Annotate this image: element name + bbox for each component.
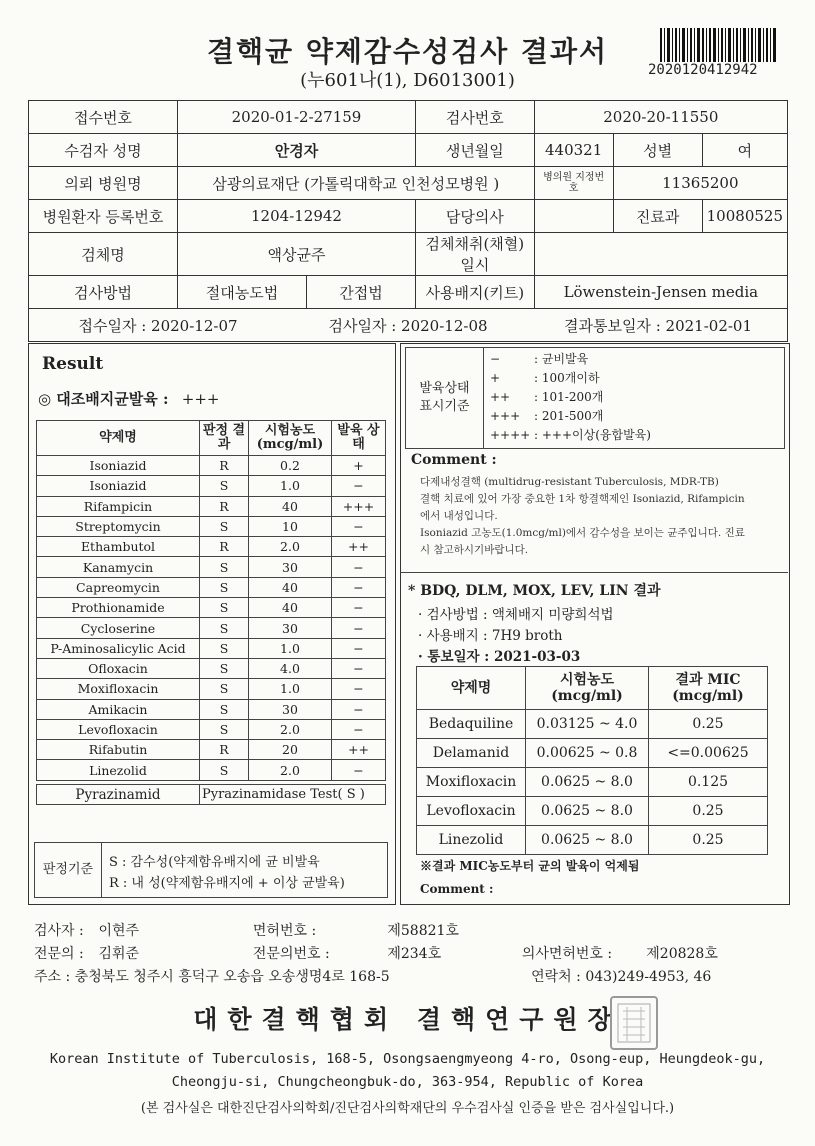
receipt-date-label: 접수일자 : xyxy=(78,316,147,335)
drug-cell-judge: S xyxy=(200,760,249,780)
mic-cell-conc: 0.00625 ~ 0.8 xyxy=(526,739,649,768)
medium-value: Löwenstein-Jensen media xyxy=(534,276,787,309)
drug-cell-drug: Isoniazid xyxy=(37,456,200,476)
mic-cell-mic: 0.25 xyxy=(649,797,768,826)
drug-cell-conc: 40 xyxy=(249,577,332,597)
hospital-id-label: 병의원 지정번호 xyxy=(534,167,613,200)
table-row xyxy=(37,537,386,557)
table-row xyxy=(417,710,768,739)
receipt-no-label: 접수번호 xyxy=(29,101,178,134)
control-label: ◎ 대조배지균발육 : xyxy=(38,390,169,408)
doc-license-no: 제20828호 xyxy=(646,946,718,962)
drug-cell-judge: S xyxy=(200,577,249,597)
criteria-s: S : 감수성(약제함유배지에 균 비발육 xyxy=(109,855,320,870)
drug-cell-conc: 1.0 xyxy=(249,476,332,496)
legend-item xyxy=(490,426,651,445)
drug-cell-drug: Ofloxacin xyxy=(37,658,200,678)
legend-symbol: ++++ xyxy=(490,428,531,442)
drug-cell-growth: − xyxy=(332,516,386,536)
dept-label: 진료과 xyxy=(613,200,702,233)
comment-line-5: 시 참고하시기바랍니다. xyxy=(420,544,529,556)
table-row xyxy=(37,760,386,780)
drug-cell-growth: − xyxy=(332,760,386,780)
spec-no: 제234호 xyxy=(387,946,442,962)
comment-line-4: Isoniazid 고농도(1.0mcg/ml)에서 감수성을 보이는 균주입니다. 진료 xyxy=(420,527,745,539)
mic-title: * BDQ, DLM, MOX, LEV, LIN 결과 xyxy=(408,583,661,599)
criteria-r: R : 내 성(약제함유배지에 + 이상 균발육) xyxy=(109,876,345,891)
drug-cell-judge: S xyxy=(200,557,249,577)
drug-cell-growth: − xyxy=(332,699,386,719)
drug-cell-drug: P-Aminosalicylic Acid xyxy=(37,638,200,658)
legend-label: 발육상태 표시기준 xyxy=(406,348,484,448)
drug-cell-conc: 30 xyxy=(249,699,332,719)
col-conc: 시험농도 (mcg/ml) xyxy=(249,421,332,456)
drug-cell-growth: − xyxy=(332,598,386,618)
result-title: Result xyxy=(42,354,104,374)
drug-cell-growth: +++ xyxy=(332,496,386,516)
mic-cell-drug: Levofloxacin xyxy=(417,797,526,826)
examiner-name: 이현주 xyxy=(98,923,140,939)
drug-cell-drug: Levofloxacin xyxy=(37,719,200,739)
patient-info-table xyxy=(28,100,788,342)
comment-line-1: 다제내성결핵 (multidrug-resistant Tuberculosis, MDR-TB) xyxy=(420,476,719,488)
comment-title: Comment : xyxy=(411,452,497,468)
legend-symbol: − xyxy=(490,352,501,366)
drug-cell-growth: − xyxy=(332,618,386,638)
drug-cell-judge: S xyxy=(200,719,249,739)
drug-cell-drug: Linezolid xyxy=(37,760,200,780)
drug-cell-conc: 30 xyxy=(249,557,332,577)
table-row xyxy=(37,699,386,719)
table-row xyxy=(37,638,386,658)
mic-cell-drug: Moxifloxacin xyxy=(417,768,526,797)
table-row xyxy=(37,516,386,536)
medium-label: 사용배지(키트) xyxy=(416,276,535,309)
legend-symbol: +++ xyxy=(490,409,521,423)
barcode xyxy=(660,28,778,62)
test-no: 2020-20-11550 xyxy=(534,101,787,134)
drug-cell-conc: 1.0 xyxy=(249,638,332,658)
drug-cell-growth: − xyxy=(332,577,386,597)
doctor-label: 담당의사 xyxy=(416,200,535,233)
drug-cell-conc: 20 xyxy=(249,740,332,760)
mic-comment: Comment : xyxy=(420,882,494,896)
mic-col-result: 결과 MIC (mcg/ml) xyxy=(649,667,768,710)
legend-item xyxy=(490,350,651,369)
hospital-id: 11365200 xyxy=(613,167,787,200)
drug-cell-drug: Rifabutin xyxy=(37,740,200,760)
mic-note: ※결과 MIC농도부터 균의 발육이 억제됨 xyxy=(420,859,640,873)
drug-cell-drug: Amikacin xyxy=(37,699,200,719)
org-name: 대한결핵협회 결핵연구원장 xyxy=(193,1005,622,1034)
table-row xyxy=(37,577,386,597)
drug-cell-judge: S xyxy=(200,598,249,618)
mic-cell-conc: 0.0625 ~ 8.0 xyxy=(526,797,649,826)
drug-cell-judge: S xyxy=(200,638,249,658)
receipt-no: 2020-01-2-27159 xyxy=(178,101,416,134)
drug-cell-conc: 1.0 xyxy=(249,679,332,699)
sex-value: 여 xyxy=(702,134,787,167)
patient-label: 수검자 성명 xyxy=(29,134,178,167)
drug-cell-growth: − xyxy=(332,476,386,496)
table-row xyxy=(37,679,386,699)
mic-cell-conc: 0.03125 ~ 4.0 xyxy=(526,710,649,739)
drug-cell-drug: Ethambutol xyxy=(37,537,200,557)
document-subtitle: (누601나(1), D6013001) xyxy=(300,70,515,91)
mic-cell-drug: Bedaquiline xyxy=(417,710,526,739)
drug-cell-growth: ++ xyxy=(332,740,386,760)
specialist-name: 김휘준 xyxy=(98,946,140,962)
criteria-label: 판정기준 xyxy=(35,843,102,897)
legend-desc: : 100개이하 xyxy=(534,371,600,385)
hospital-label: 의뢰 병원명 xyxy=(29,167,178,200)
birth-value: 440321 xyxy=(534,134,613,167)
legend-desc: : 201-500개 xyxy=(534,409,604,423)
drug-cell-judge: S xyxy=(200,476,249,496)
drug-cell-growth: + xyxy=(332,456,386,476)
birth-label: 생년월일 xyxy=(416,134,535,167)
legend-symbol: ++ xyxy=(490,390,511,404)
test-no-label: 검사번호 xyxy=(416,101,535,134)
license-label: 면허번호 : xyxy=(252,923,317,939)
col-judge: 판정 결과 xyxy=(200,421,249,456)
control-value: +++ xyxy=(181,390,220,408)
table-row xyxy=(417,768,768,797)
drug-cell-conc: 40 xyxy=(249,598,332,618)
test-date: 2020-12-08 xyxy=(401,316,488,335)
specimen-label: 검체명 xyxy=(29,233,178,276)
mic-cell-drug: Linezolid xyxy=(417,826,526,855)
table-row xyxy=(37,557,386,577)
license-no: 제58821호 xyxy=(387,923,459,939)
col-drug: 약제명 xyxy=(37,421,200,456)
mic-cell-mic: 0.125 xyxy=(649,768,768,797)
drug-cell-drug: Kanamycin xyxy=(37,557,200,577)
drug-cell-conc: 40 xyxy=(249,496,332,516)
drug-cell-conc: 2.0 xyxy=(249,760,332,780)
report-date-label: 결과통보일자 : xyxy=(563,316,661,335)
drug-cell-judge: S xyxy=(200,618,249,638)
table-row xyxy=(37,719,386,739)
mic-cell-conc: 0.0625 ~ 8.0 xyxy=(526,768,649,797)
org-address-en-2: Cheongju-si, Chungcheongbuk-do, 363-954, Republic of Korea xyxy=(171,1074,644,1090)
collect-value xyxy=(534,233,787,276)
drug-cell-drug: Moxifloxacin xyxy=(37,679,200,699)
col-growth: 발육 상태 xyxy=(332,421,386,456)
receipt-date: 2020-12-07 xyxy=(151,316,238,335)
mic-date-label: · 통보일자 : xyxy=(418,649,490,665)
method-indirect: 간접법 xyxy=(307,276,416,309)
drug-cell-drug: Cycloserine xyxy=(37,618,200,638)
table-row xyxy=(37,456,386,476)
drug-cell-growth: − xyxy=(332,638,386,658)
drug-cell-judge: S xyxy=(200,658,249,678)
comment-line-3: 에서 내성입니다. xyxy=(420,510,498,522)
drug-cell-growth: − xyxy=(332,719,386,739)
table-row xyxy=(37,618,386,638)
mic-method: · 검사방법 : 액체배지 미량희석법 xyxy=(418,607,614,623)
mic-medium: · 사용배지 : 7H9 broth xyxy=(418,628,563,644)
patient-name: 안경자 xyxy=(178,134,416,167)
mic-cell-mic: 0.25 xyxy=(649,826,768,855)
drug-cell-judge: S xyxy=(200,699,249,719)
official-seal xyxy=(610,996,658,1050)
method-absolute: 절대농도법 xyxy=(178,276,307,309)
legend-item xyxy=(490,407,651,426)
table-row xyxy=(37,598,386,618)
pza-drug: Pyrazinamid xyxy=(37,785,200,805)
drug-cell-drug: Capreomycin xyxy=(37,577,200,597)
reg-no-label: 병원환자 등록번호 xyxy=(29,200,178,233)
table-row xyxy=(417,739,768,768)
method-label: 검사방법 xyxy=(29,276,178,309)
collect-label: 검체채취(채혈)일시 xyxy=(416,233,535,276)
table-row xyxy=(417,826,768,855)
legend-desc: : 101-200개 xyxy=(534,390,604,404)
doctor-value xyxy=(534,200,613,233)
drug-cell-judge: R xyxy=(200,740,249,760)
address-label: 주소 : xyxy=(34,969,71,985)
drug-cell-judge: R xyxy=(200,537,249,557)
drug-cell-growth: − xyxy=(332,658,386,678)
drug-cell-conc: 0.2 xyxy=(249,456,332,476)
drug-cell-conc: 4.0 xyxy=(249,658,332,678)
legend-desc: : +++이상(융합발육) xyxy=(534,428,651,442)
table-row xyxy=(37,476,386,496)
pza-result: Pyrazinamidase Test( S ) xyxy=(200,785,386,805)
mic-col-drug: 약제명 xyxy=(417,667,526,710)
drug-cell-conc: 30 xyxy=(249,618,332,638)
specialist-label: 전문의 : xyxy=(34,946,84,962)
examiner-label: 검사자 : xyxy=(34,923,84,939)
pza-table xyxy=(36,784,386,805)
growth-legend xyxy=(405,347,785,449)
drug-cell-conc: 2.0 xyxy=(249,537,332,557)
mic-cell-conc: 0.0625 ~ 8.0 xyxy=(526,826,649,855)
drug-cell-drug: Rifampicin xyxy=(37,496,200,516)
drug-cell-growth: − xyxy=(332,679,386,699)
certification-note: (본 검사실은 대한진단검사의학회/진단검사의학재단의 우수검사실 인증을 받은 검사실입니다.) xyxy=(140,1101,675,1116)
comment-line-2: 결핵 치료에 있어 가장 중요한 1차 항결핵제인 Isoniazid, Rifampicin xyxy=(420,493,745,505)
test-date-label: 검사일자 : xyxy=(328,316,397,335)
table-row xyxy=(417,797,768,826)
drug-cell-drug: Isoniazid xyxy=(37,476,200,496)
document-title: 결핵균 약제감수성검사 결과서 xyxy=(206,35,609,68)
address-value: 충청북도 청주시 흥덕구 오송읍 오송생명4로 168-5 xyxy=(74,969,390,985)
drug-cell-judge: S xyxy=(200,516,249,536)
hospital-name: 삼광의료재단 (가톨릭대학교 인천성모병원 ) xyxy=(178,167,535,200)
drug-cell-conc: 2.0 xyxy=(249,719,332,739)
drug-cell-judge: R xyxy=(200,456,249,476)
drug-cell-drug: Streptomycin xyxy=(37,516,200,536)
doc-license-label: 의사면허번호 : xyxy=(521,946,613,962)
spec-no-label: 전문의번호 : xyxy=(252,946,330,962)
mic-col-conc: 시험농도 (mcg/ml) xyxy=(526,667,649,710)
specimen-value: 액상균주 xyxy=(178,233,416,276)
mic-date: 2021-03-03 xyxy=(493,649,581,665)
legend-desc: : 균비발육 xyxy=(534,352,589,366)
drug-cell-conc: 10 xyxy=(249,516,332,536)
drug-cell-judge: R xyxy=(200,496,249,516)
legend-symbol: + xyxy=(490,371,501,385)
table-row xyxy=(37,496,386,516)
report-date: 2021-02-01 xyxy=(665,316,753,335)
sex-label: 성별 xyxy=(613,134,702,167)
table-row xyxy=(37,740,386,760)
drug-table xyxy=(36,420,386,781)
drug-cell-growth: − xyxy=(332,557,386,577)
table-row xyxy=(37,658,386,678)
dept-value: 10080525 xyxy=(702,200,787,233)
mic-table xyxy=(416,666,768,855)
drug-cell-growth: ++ xyxy=(332,537,386,557)
legend-item xyxy=(490,369,651,388)
org-address-en-1: Korean Institute of Tuberculosis, 168-5, Osongsaengmyeong 4-ro, Osong-eup, Heungdeok-gu, xyxy=(49,1051,766,1067)
drug-cell-judge: S xyxy=(200,679,249,699)
mic-cell-mic: 0.25 xyxy=(649,710,768,739)
legend-item xyxy=(490,388,651,407)
reg-no: 1204-12942 xyxy=(178,200,416,233)
mic-cell-drug: Delamanid xyxy=(417,739,526,768)
mic-cell-mic: <=0.00625 xyxy=(649,739,768,768)
contact-label: 연락처 : xyxy=(531,969,581,985)
drug-cell-drug: Prothionamide xyxy=(37,598,200,618)
barcode-number: 2020120412942 xyxy=(648,62,758,78)
contact-value: 043)249-4953, 46 xyxy=(585,969,712,985)
